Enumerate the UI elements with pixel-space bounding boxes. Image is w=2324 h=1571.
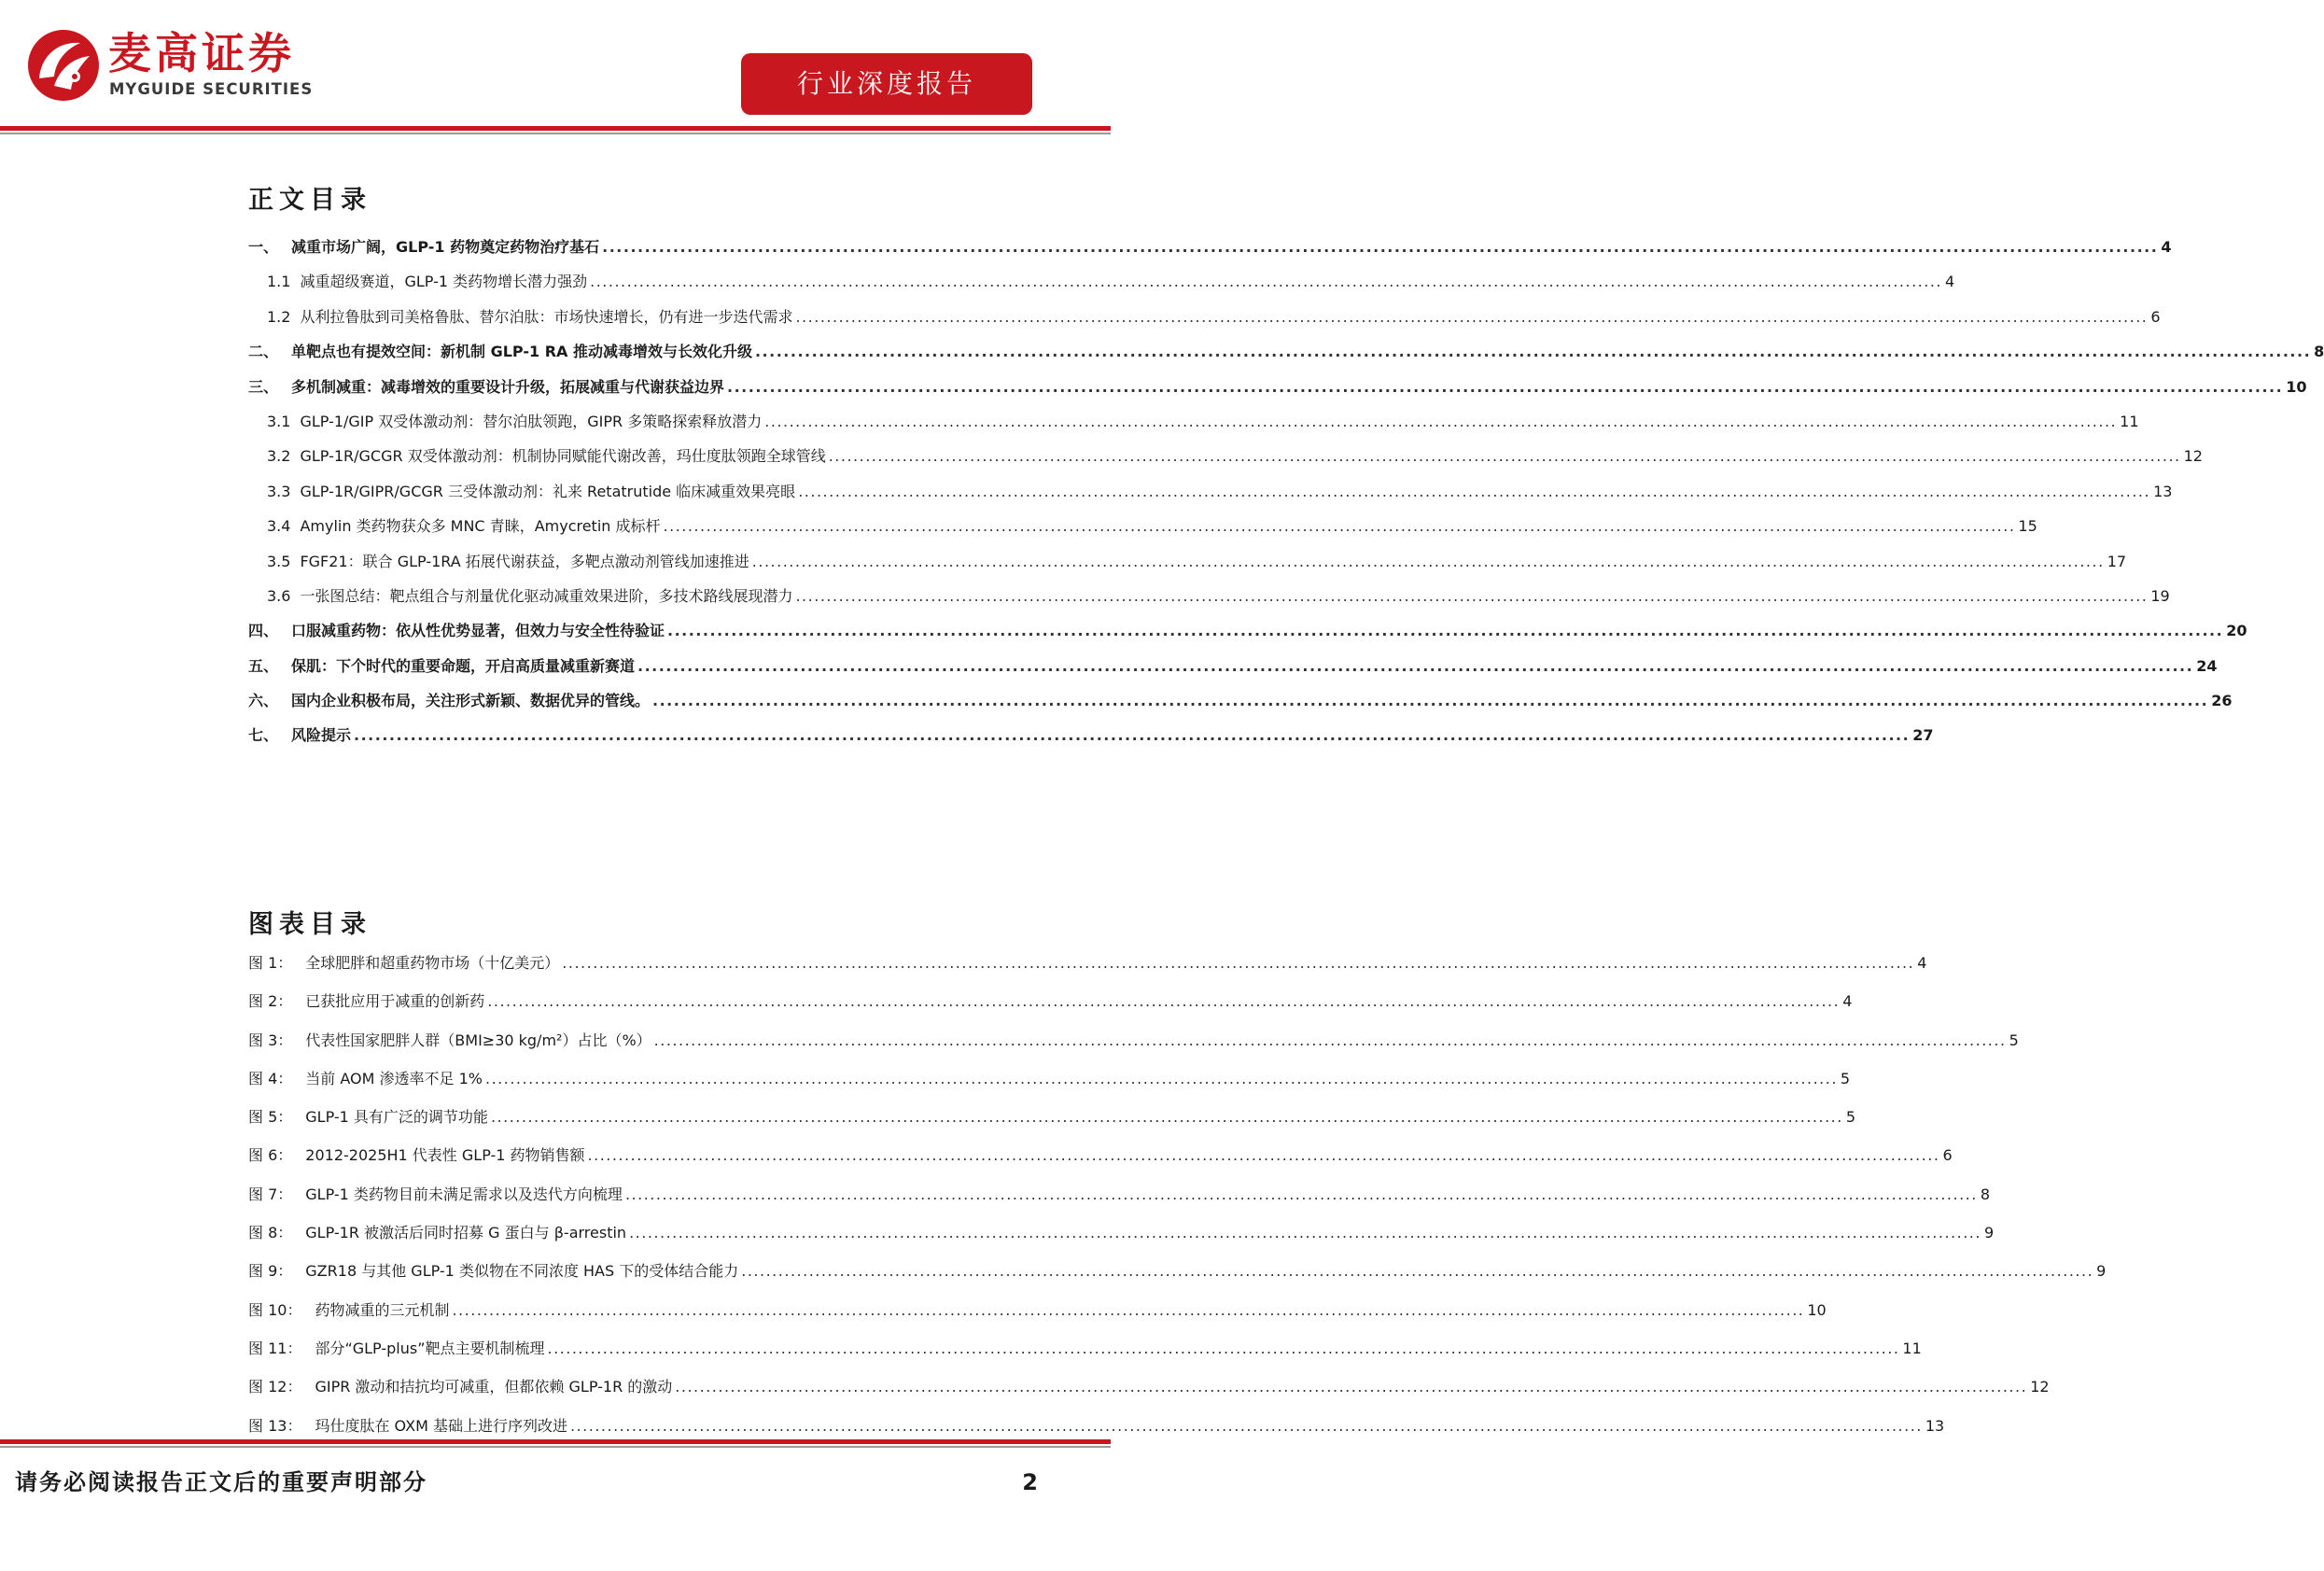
dot-leader: ............................................................................................................................................................................................................................ [562,954,1915,972]
toc-title: 减重市场广阔，GLP-1 药物奠定药物治疗基石 [291,238,600,256]
toc-page-number: 11 [2120,412,2139,430]
figure-title: GLP-1 类药物目前未满足需求以及迭代方向梳理 [305,1185,623,1203]
figure-entry[interactable] [248,1136,1953,1174]
figure-page-number: 9 [1983,1224,1995,1242]
toc-page-number: 15 [2018,517,2037,536]
figure-list-heading: 图表目录 [248,910,371,939]
dot-leader: ............................................................................................................................................................................................................................ [485,1069,1838,1087]
toc-entry[interactable] [248,544,2127,579]
figure-page-number: 5 [2009,1031,2019,1049]
figure-page-number: 4 [1917,954,1927,972]
toc-title: 国内企业积极布局，关注形式新颖、数据优异的管线。 [291,692,651,710]
dot-leader: ............................................................................................................................................................................................................................ [624,1185,1978,1203]
toc-title: GLP-1R/GIPR/GCGR 三受体激动剂：礼来 Retatrutide 临床减重效果亮眼 [300,482,796,500]
toc-number: 五、 [248,656,279,675]
figure-page-number: 9 [2096,1262,2107,1281]
footer-divider-grey [0,1446,1111,1448]
toc-entry[interactable] [248,718,1934,752]
toc-page-number: 13 [2153,482,2173,500]
figure-number: 图 3： [248,1031,293,1049]
figure-entry[interactable] [248,1175,1991,1213]
dot-leader: ............................................................................................................................................................................................................................ [652,692,2209,710]
figure-entry[interactable] [248,982,1853,1020]
figure-title: 部分“GLP-plus”靶点主要机制梳理 [315,1339,545,1357]
dot-leader: ............................................................................................................................................................................................................................ [490,1108,1843,1127]
figure-page-number: 8 [1980,1185,1991,1203]
figure-title: GLP-1R 被激活后同时招募 G 蛋白与 β-arrestin [305,1224,627,1242]
figure-title: 药物减重的三元机制 [315,1300,450,1319]
toc-number: 二、 [248,343,279,361]
toc-page-number: 19 [2150,586,2170,605]
figure-title: 玛仕度肽在 OXM 基础上进行序列改进 [315,1416,567,1435]
toc-page-number: 17 [2107,552,2127,570]
toc-entry[interactable] [248,230,2172,264]
toc-entry[interactable] [248,370,2307,404]
figure-title: GLP-1 具有广泛的调节功能 [305,1108,488,1127]
figure-entry[interactable] [248,1329,1922,1368]
toc-page-number: 26 [2211,692,2233,710]
toc-entry[interactable] [248,404,2139,439]
figure-list [248,944,2107,1445]
figure-number: 图 4： [248,1069,293,1087]
toc-number: 3.1 [267,412,291,430]
figure-number: 图 6： [248,1146,293,1165]
toc-page-number: 20 [2226,622,2247,640]
figure-title: 2012-2025H1 代表性 GLP-1 药物销售额 [305,1146,585,1165]
figure-entry[interactable] [248,1021,2019,1059]
toc-number: 六、 [248,692,279,710]
dot-leader: ............................................................................................................................................................................................................................ [587,1146,1940,1165]
figure-entry[interactable] [248,1291,1827,1329]
toc-title: GLP-1R/GCGR 双受体激动剂：机制协同赋能代谢改善，玛仕度肽领跑全球管线 [300,447,826,466]
figure-number: 图 5： [248,1108,293,1127]
figure-entry[interactable] [248,944,1927,982]
toc-entry[interactable] [248,509,2037,543]
dot-leader: ............................................................................................................................................................................................................................ [798,482,2151,500]
figure-number: 图 8： [248,1224,293,1242]
toc-number: 3.2 [267,447,291,466]
figure-title: GZR18 与其他 GLP-1 类似物在不同浓度 HAS 下的受体结合能力 [305,1262,739,1281]
header-divider-grey [0,133,1111,134]
toc-title: 口服减重药物：依从性优势显著，但效力与安全性待验证 [291,622,665,640]
dot-leader: ............................................................................................................................................................................................................................ [653,1031,2007,1049]
figure-page-number: 11 [1902,1339,1922,1357]
figure-title: GIPR 激动和拮抗均可减重，但都依赖 GLP-1R 的激动 [315,1378,673,1396]
toc-title: 减重超级赛道，GLP-1 类药物增长潜力强劲 [300,273,588,291]
figure-number: 图 13： [248,1416,302,1435]
figure-entry[interactable] [248,1059,1851,1098]
toc-entry[interactable] [248,649,2218,683]
toc-title: Amylin 类药物获众多 MNC 青睐，Amycretin 成标杆 [300,517,661,536]
figure-page-number: 4 [1842,992,1853,1011]
page-header [0,0,1111,140]
dot-leader: ............................................................................................................................................................................................................................ [354,726,1911,745]
toc-heading: 正文目录 [248,186,371,215]
toc-title: GLP-1/GIP 双受体激动剂：替尔泊肽领跑，GIPR 多策略探索释放潜力 [300,412,763,430]
toc-page-number: 24 [2196,656,2218,675]
figure-number: 图 9： [248,1262,293,1281]
toc-page-number: 12 [2183,447,2203,466]
figure-number: 图 11： [248,1339,302,1357]
toc-number: 三、 [248,377,279,396]
dot-leader: ............................................................................................................................................................................................................................ [828,447,2181,466]
figure-entry[interactable] [248,1252,2107,1290]
figure-page-number: 6 [1942,1146,1953,1165]
dot-leader: ............................................................................................................................................................................................................................ [727,377,2284,396]
dot-leader: ............................................................................................................................................................................................................................ [741,1262,2094,1281]
dot-leader: ............................................................................................................................................................................................................................ [764,412,2118,430]
dot-leader: ............................................................................................................................................................................................................................ [452,1300,1805,1319]
figure-entry[interactable] [248,1368,2050,1406]
toc-title: 从利拉鲁肽到司美格鲁肽、替尔泊肽：市场快速增长，仍有进一步迭代需求 [300,307,793,326]
toc-number: 1.2 [267,307,291,326]
toc-page-number: 8 [2314,343,2324,361]
myguide-logo-icon [26,28,101,103]
report-type-badge: 行业深度报告 [741,53,1032,115]
toc-title: 保肌：下个时代的重要命题，开启高质量减重新赛道 [291,656,636,675]
toc-title: 多机制减重：减毒增效的重要设计升级，拓展减重与代谢获益边界 [291,377,725,396]
toc-entry[interactable] [248,439,2203,473]
toc-page-number: 4 [2161,238,2172,256]
dot-leader: ............................................................................................................................................................................................................................ [795,307,2149,326]
toc-number: 七、 [248,726,279,745]
toc-entry[interactable] [248,474,2173,509]
dot-leader: ............................................................................................................................................................................................................................ [637,656,2194,675]
toc-entry[interactable] [248,264,1955,299]
figure-title: 当前 AOM 渗透率不足 1% [305,1069,483,1087]
toc-title: FGF21：联合 GLP-1RA 拓展代谢获益，多靶点激动剂管线加速推进 [300,552,749,570]
toc-number: 1.1 [267,273,291,291]
toc-title: 单靶点也有提效空间：新机制 GLP-1 RA 推动减毒增效与长效化升级 [291,343,752,361]
dot-leader: ............................................................................................................................................................................................................................ [547,1339,1900,1357]
figure-number: 图 10： [248,1300,302,1319]
toc-title: 一张图总结：靶点组合与剂量优化驱动减重效果进阶，多技术路线展现潜力 [300,586,793,605]
dot-leader: ............................................................................................................................................................................................................................ [569,1416,1923,1435]
toc-entry[interactable] [248,334,2324,369]
dot-leader: ............................................................................................................................................................................................................................ [629,1224,1981,1242]
toc-page-number: 10 [2286,377,2307,396]
toc-title: 风险提示 [291,726,352,745]
figure-title: 代表性国家肥胖人群（BMI≥30 kg/m²）占比（%） [305,1031,651,1049]
toc-entry[interactable] [248,683,2233,718]
toc-entry[interactable] [248,300,2161,334]
toc-number: 3.4 [267,517,291,536]
dot-leader: ............................................................................................................................................................................................................................ [754,343,2312,361]
dot-leader: ............................................................................................................................................................................................................................ [663,517,2016,536]
disclaimer-notice: 请务必阅读报告正文后的重要声明部分 [15,1468,427,1495]
brand-name-en: MYGUIDE SECURITIES [109,80,314,98]
footer-divider-red [0,1439,1111,1444]
toc-entry[interactable] [248,613,2247,648]
figure-entry[interactable] [248,1098,1856,1136]
toc-entry[interactable] [248,579,2170,613]
dot-leader: ............................................................................................................................................................................................................................ [590,273,1943,291]
toc-number: 3.5 [267,552,291,570]
figure-number: 图 1： [248,954,293,972]
figure-page-number: 5 [1840,1069,1851,1087]
dot-leader: ............................................................................................................................................................................................................................ [675,1378,2028,1396]
toc-page-number: 4 [1945,273,1955,291]
brand-name-cn: 麦高证券 [108,28,295,78]
toc-list [248,230,2324,753]
figure-page-number: 12 [2030,1378,2050,1396]
toc-page-number: 27 [1912,726,1934,745]
toc-number: 3.3 [267,482,291,500]
dot-leader: ............................................................................................................................................................................................................................ [487,992,1841,1011]
figure-entry[interactable] [248,1213,1995,1252]
dot-leader: ............................................................................................................................................................................................................................ [751,552,2105,570]
header-divider-red [0,126,1111,131]
figure-number: 图 2： [248,992,293,1011]
dot-leader: ............................................................................................................................................................................................................................ [602,238,2159,256]
toc-number: 一、 [248,238,279,256]
figure-page-number: 5 [1845,1108,1856,1127]
toc-number: 四、 [248,622,279,640]
figure-title: 已获批应用于减重的创新药 [305,992,485,1011]
figure-page-number: 10 [1807,1300,1827,1319]
figure-title: 全球肥胖和超重药物市场（十亿美元） [305,954,560,972]
figure-page-number: 13 [1925,1416,1945,1435]
dot-leader: ............................................................................................................................................................................................................................ [795,586,2149,605]
figure-number: 图 7： [248,1185,293,1203]
toc-page-number: 6 [2150,307,2161,326]
figure-number: 图 12： [248,1378,302,1396]
toc-number: 3.6 [267,586,291,605]
dot-leader: ............................................................................................................................................................................................................................ [667,622,2224,640]
page-number: 2 [1022,1469,1038,1495]
